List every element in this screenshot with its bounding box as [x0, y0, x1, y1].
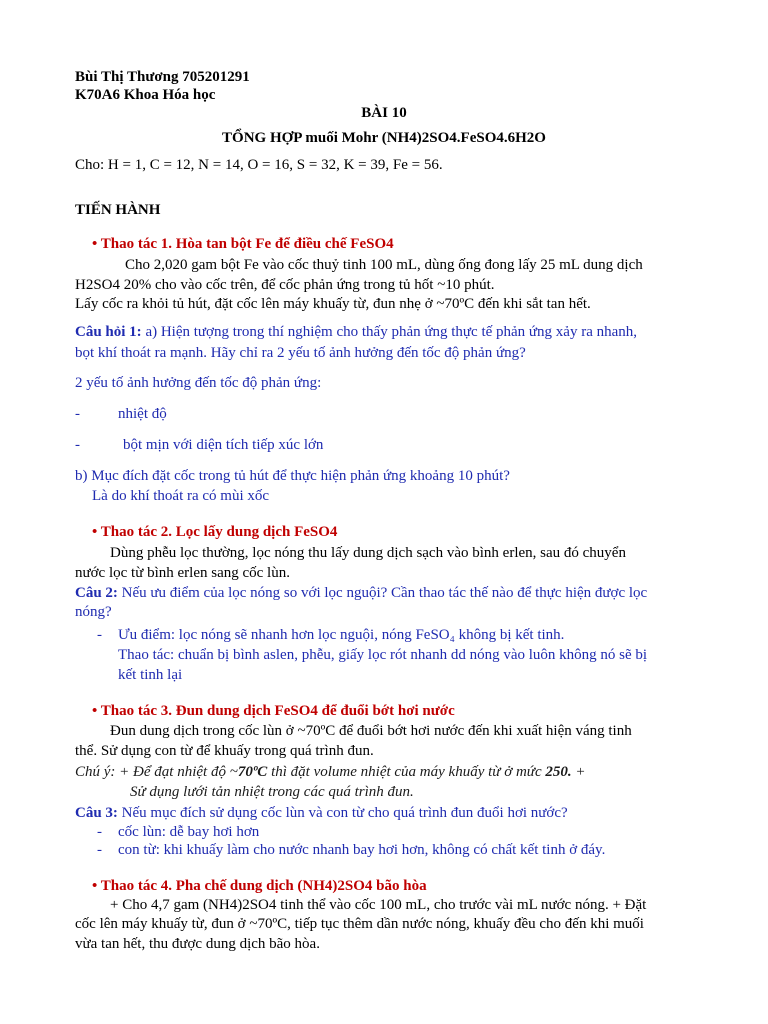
note-label: Chú ý: [75, 764, 116, 780]
question1b: b) Mục đích đặt cốc trong tủ hút để thực hiện phản ứng khoảng 10 phút? [75, 468, 510, 484]
step3-paragraph-line1: Đun dung dịch trong cốc lùn ở ~70ºC để đuổi bớt hơi nước đến khi xuất hiện váng tinh [110, 723, 632, 739]
step3-note-line2: Sử dụng lưới tản nhiệt trong các quá trình đun. [130, 784, 414, 800]
step1-title: • Thao tác 1. Hòa tan bột Fe để điều chế FeSO4 [92, 236, 394, 252]
step4-paragraph-line3: vừa tan hết, thu được dung dịch bão hòa. [75, 936, 320, 952]
answer2-procedure-line1: Thao tác: chuẩn bị bình aslen, phễu, giấy lọc rót nhanh dd nóng vào luôn không nó sẽ bị [118, 647, 648, 663]
question1a-text: a) Hiện tượng trong thí nghiệm cho thấy phản ứng thực tế phản ứng xảy ra nhanh, [141, 324, 638, 340]
class-department: K70A6 Khoa Hóa học [75, 87, 216, 103]
answer1-intro: 2 yếu tố ảnh hưởng đến tốc độ phản ứng: [75, 375, 322, 391]
answer2-dash: - [97, 627, 102, 643]
answer1-bullet1: nhiệt độ [118, 406, 167, 422]
step4-paragraph-line1: + Cho 4,7 gam (NH4)2SO4 tinh thể vào cốc 100 mL, cho trước vài mL nước nóng. + Đặt [110, 897, 647, 913]
answer3-beaker: cốc lùn: dễ bay hơi hơn [118, 824, 260, 840]
note-part-a: + Để đạt nhiệt độ ~ [115, 764, 238, 780]
question2-line1 [75, 584, 647, 602]
answer3-dash1: - [97, 824, 102, 840]
atomic-masses: Cho: H = 1, C = 12, N = 14, O = 16, S = 32, K = 39, Fe = 56. [75, 157, 443, 173]
procedure-heading: TIẾN HÀNH [75, 202, 161, 218]
question1-label: Câu hỏi 1: [75, 324, 142, 340]
question3-label: Câu 3: [75, 805, 118, 821]
step4-paragraph-line2: cốc lên máy khuấy từ, đun ở ~70ºC, tiếp tục thêm dần nước nóng, khuấy đều cho đến khi muối [75, 916, 644, 932]
author-name: Bùi Thị Thương 705201291 [75, 69, 250, 85]
step1-paragraph-line3: Lấy cốc ra khỏi tủ hút, đặt cốc lên máy khuấy từ, đun nhẹ ở ~70ºC đến khi sắt tan hết. [75, 296, 591, 312]
answer1b: Là do khí thoát ra có mùi xốc [92, 488, 270, 504]
question1-line1 [75, 323, 637, 341]
answer3-dash2: - [97, 842, 102, 858]
note-volume-value: 250. [545, 764, 572, 780]
answer1-bullet2: bột mịn với diện tích tiếp xúc lớn [123, 437, 324, 453]
note-part-e: + [571, 764, 586, 780]
step1-paragraph-line2: H2SO4 20% cho vào cốc trên, để cốc phản ứng trong tủ hốt ~10 phút. [75, 277, 495, 293]
step2-title: • Thao tác 2. Lọc lấy dung dịch FeSO4 [92, 524, 338, 540]
question1a-line2: bọt khí thoát ra mạnh. Hãy chỉ ra 2 yếu tố ảnh hưởng đến tốc độ phản ứng? [75, 345, 526, 361]
document-title: TỔNG HỢP muối Mohr (NH4)2SO4.FeSO4.6H2O [222, 130, 546, 146]
answer2-procedure-line2: kết tinh lại [118, 667, 183, 683]
step2-paragraph-line1: Dùng phễu lọc thường, lọc nóng thu lấy dung dịch sạch vào bình erlen, sau đó chuyển [110, 545, 626, 561]
question3 [75, 804, 568, 822]
step3-title: • Thao tác 3. Đun dung dịch FeSO4 để đuổi bớt hơi nước [92, 703, 455, 719]
note-part-c: thì đặt volume nhiệt của máy khuấy từ ở mức [267, 764, 546, 780]
question2-line2: nóng? [75, 604, 112, 620]
answer1-bullet2-dash: - [75, 437, 80, 453]
answer2-advantage: Ưu điểm: lọc nóng sẽ nhanh hơn lọc nguội, nóng FeSO₄ không bị kết tinh. [118, 627, 565, 643]
answer1-bullet1-dash: - [75, 406, 80, 422]
question2-text: Nếu ưu điểm của lọc nóng so với lọc nguội? Cần thao tác thế nào để thực hiện được lọc [117, 585, 648, 601]
step2-paragraph-line2: nước lọc từ bình erlen sang cốc lùn. [75, 565, 290, 581]
answer3-stir-bar: con từ: khi khuấy làm cho nước nhanh bay hơi hơn, không có chất kết tinh ở đáy. [118, 842, 606, 858]
step3-paragraph-line2: thể. Sử dụng con từ để khuấy trong quá trình đun. [75, 743, 374, 759]
question3-text: Nếu mục đích sử dụng cốc lùn và con từ cho quá trình đun đuổi hơi nước? [117, 805, 568, 821]
step3-note-line1 [75, 763, 586, 781]
step1-paragraph-line1: Cho 2,020 gam bột Fe vào cốc thuỷ tinh 100 mL, dùng ống đong lấy 25 mL dung dịch [125, 257, 643, 273]
question2-label: Câu 2: [75, 585, 118, 601]
step4-title: • Thao tác 4. Pha chế dung dịch (NH4)2SO4 bão hòa [92, 878, 427, 894]
lesson-number: BÀI 10 [361, 105, 407, 121]
note-temperature: 70ºC [237, 764, 268, 780]
